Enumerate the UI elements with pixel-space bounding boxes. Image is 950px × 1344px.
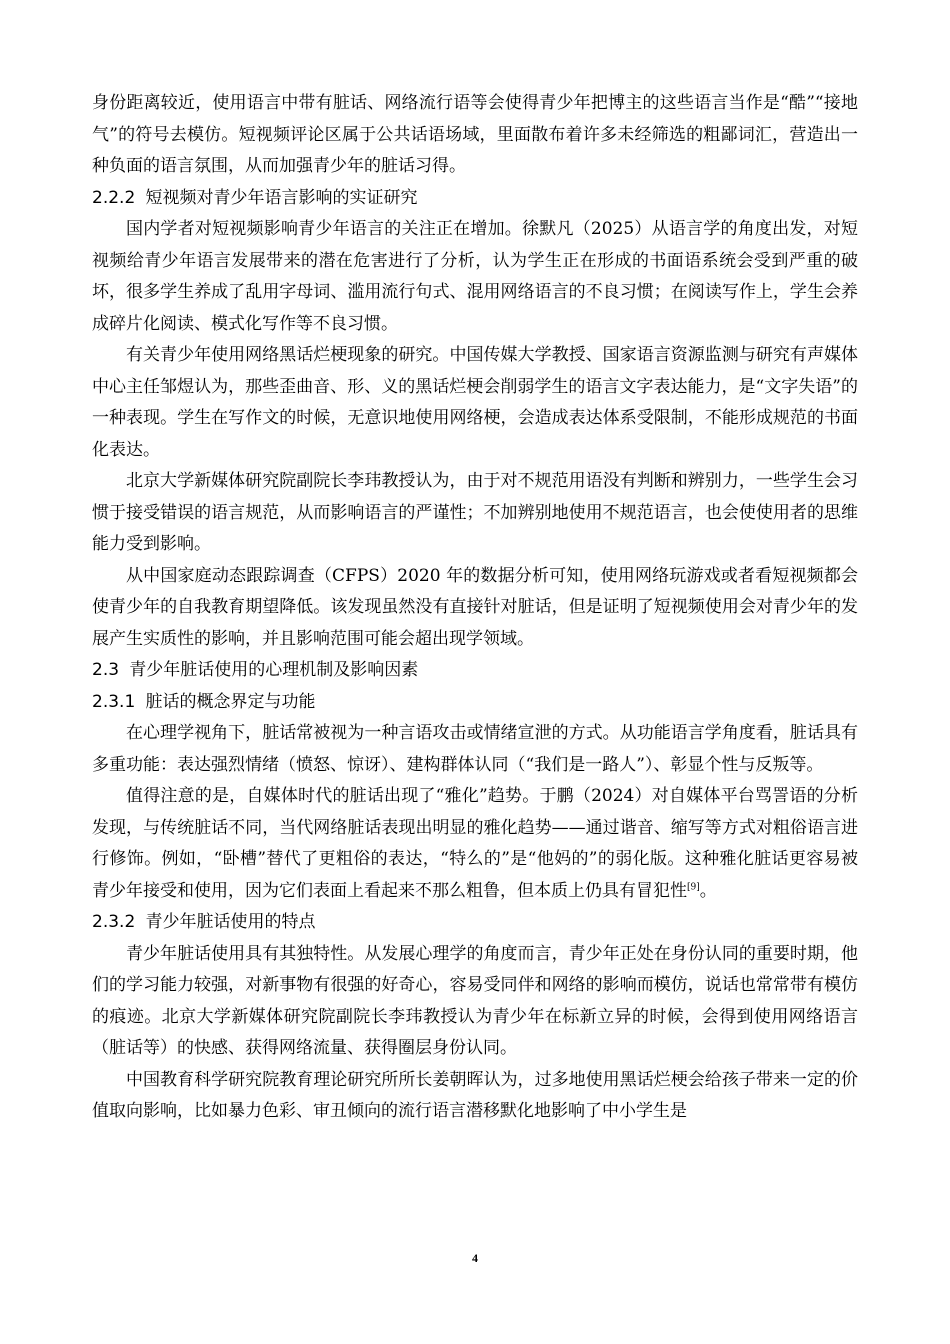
page-number: 4 xyxy=(472,1251,478,1265)
section-number: 2.2.2 xyxy=(92,187,136,208)
section-heading-2-3-1 xyxy=(92,687,858,719)
paragraph: 中国教育科学研究院教育理论研究所所长姜朝晖认为，过多地使用黑话烂梗会给孩子带来一定的价值取向影响，比如暴力色彩、审丑倾向的流行语言潜移默化地影响了中小学生是 xyxy=(92,1069,858,1121)
paragraph: 青少年脏话使用具有其独特性。从发展心理学的角度而言，青少年正处在身份认同的重要时期，他们的学习能力较强，对新事物有很强的好奇心，容易受同伴和网络的影响而模仿，说话也常常带有模仿的痕迹。北京大学新媒体研究院副院长李玮教授认为青少年在标新立异的时候，会得到使用网络语言（脏话等）的快感、获得网络流量、获得圈层身份认同。 xyxy=(92,943,858,1058)
paragraph-end: 。 xyxy=(699,880,717,901)
paragraph-text: 值得注意的是，自媒体时代的脏话出现了“雅化”趋势。于鹏（2024）对自媒体平台骂詈语的分析发现，与传统脏话不同，当代网络脏话表现出明显的雅化趋势——通过谐音、缩写等方式对粗俗语言进行修饰。例如，“卧槽”替代了更粗俗的表达，“特么的”是“他妈的”的弱化版。这种雅化脏话更容易被青少年接受和使用，因为它们表面上看起来不那么粗鲁，但本质上仍具有冒犯性 xyxy=(92,786,858,901)
paragraph: 北京大学新媒体研究院副院长李玮教授认为，由于对不规范用语没有判断和辨别力，一些学生会习惯于接受错误的语言规范，从而影响语言的严谨性；不加辨别地使用不规范语言，也会使使用者的思维能力受到影响。 xyxy=(92,471,858,554)
section-heading-2-3 xyxy=(92,655,858,687)
section-title: 短视频对青少年语言影响的实证研究 xyxy=(145,187,418,208)
section-heading-2-3-2 xyxy=(92,907,858,939)
section-number: 2.3.1 xyxy=(92,691,136,712)
citation-ref: [9] xyxy=(687,881,700,892)
paragraph: 从中国家庭动态跟踪调查（CFPS）2020 年的数据分析可知，使用网络玩游戏或者看短视频都会使青少年的自我教育期望降低。该发现虽然没有直接针对脏话，但是证明了短视频使用会对青少年的发展产生实质性的影响，并且影响范围可能会超出现学领域。 xyxy=(92,565,858,649)
paragraph-with-citation xyxy=(92,781,858,907)
paragraph: 在心理学视角下，脏话常被视为一种言语攻击或情绪宣泄的方式。从功能语言学角度看，脏话具有多重功能：表达强烈情绪（愤怒、惊讶）、建构群体认同（“我们是一路人”）、彰显个性与反叛等。 xyxy=(92,723,858,775)
section-number: 2.3 xyxy=(92,660,120,680)
section-heading-2-2-2 xyxy=(92,183,858,215)
paragraph: 国内学者对短视频影响青少年语言的关注正在增加。徐默凡（2025）从语言学的角度出发，对短视频给青少年语言发展带来的潜在危害进行了分析，认为学生正在形成的书面语系统会受到严重的破坏，很多学生养成了乱用字母词、滥用流行句式、混用网络语言的不良习惯；在阅读写作上，学生会养成碎片化阅读、模式化写作等不良习惯。 xyxy=(92,219,858,334)
paragraph: 有关青少年使用网络黑话烂梗现象的研究。中国传媒大学教授、国家语言资源监测与研究有声媒体中心主任邹煜认为，那些歪曲音、形、义的黑话烂梗会削弱学生的语言文字表达能力，是“文字失语”的一种表现。学生在写作文的时候，无意识地使用网络梗，会造成表达体系受限制，不能形成规范的书面化表达。 xyxy=(92,345,858,460)
paragraph: 身份距离较近，使用语言中带有脏话、网络流行语等会使得青少年把博主的这些语言当作是“酷”“接地气”的符号去模仿。短视频评论区属于公共话语场域，里面散布着许多未经筛选的粗鄙词汇，营造出一种负面的语言氛围，从而加强青少年的脏话习得。 xyxy=(92,93,858,176)
section-title: 脏话的概念界定与功能 xyxy=(145,691,316,712)
section-number: 2.3.2 xyxy=(92,912,136,932)
page-body xyxy=(92,88,858,1128)
section-title: 青少年脏话使用的心理机制及影响因素 xyxy=(129,660,419,680)
section-title: 青少年脏话使用的特点 xyxy=(145,912,316,932)
